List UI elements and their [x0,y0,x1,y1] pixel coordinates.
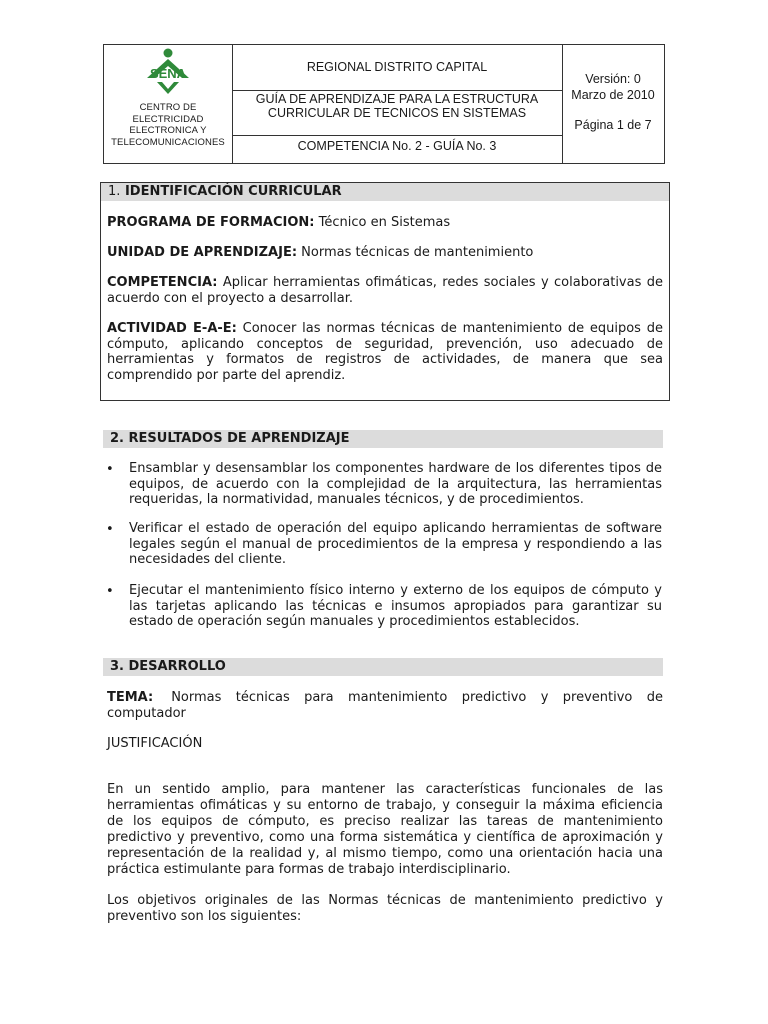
tema-line: TEMA: Normas técnicas para mantenimiento predictivo y preventivo de computador [107,690,663,721]
page-number: Página 1 de 7 [574,118,652,132]
curricular-identification-box [100,182,670,401]
programa-line: PROGRAMA DE FORMACION: Técnico en Sistemas [107,215,451,230]
document-header [103,44,665,164]
bullet-icon: • [106,522,114,537]
logo-cell [104,45,233,163]
title-cell [232,45,563,163]
bullet-icon: • [106,584,114,599]
version-info: Versión: 0 Marzo de 2010 [571,72,655,102]
section-2-heading: 2. RESULTADOS DE APRENDIZAJE [103,430,663,448]
competencia-line: COMPETENCIA: Aplicar herramientas ofimáticas, redes sociales y colaborativas de acuerdo con el proyecto a desarrollar. [107,275,663,306]
center-name: CENTRO DE ELECTRICIDAD ELECTRONICA Y TELECOMUNICACIONES [111,102,225,148]
paragraph: En un sentido amplio, para mantener las características funcionales de las herramientas ofimáticas y su entorno de trabajo, y conseguir la máxima eficiencia de los equipos de cómputo, es preciso realizar las tareas de mantenimiento predictivo y preventivo, como una forma sistemática y científica de aproximación y representación de la realidad y, al mismo tiempo, como una orientación hacia una práctica estimulante para formas de trabajo interdisciplinario. [107,782,663,877]
version-cell [562,45,664,163]
justificacion-title: JUSTIFICACIÓN [107,736,203,751]
paragraph: Los objetivos originales de las Normas técnicas de mantenimiento predictivo y preventivo son los siguientes: [107,893,663,924]
guide-title: GUÍA DE APRENDIZAJE PARA LA ESTRUCTURA CURRICULAR DE TECNICOS EN SISTEMAS [232,91,562,136]
logo-text: SENA [149,66,187,81]
region-label: REGIONAL DISTRITO CAPITAL [232,45,562,91]
sena-logo [137,48,199,98]
unidad-line: UNIDAD DE APRENDIZAJE: Normas técnicas de mantenimiento [107,245,534,260]
section-1-heading: 1. IDENTIFICACIÓN CURRICULAR [101,183,669,201]
section-3-heading: 3. DESARROLLO [103,658,663,676]
competence-guide-label: COMPETENCIA No. 2 - GUÍA No. 3 [297,139,497,153]
bullet-icon: • [106,462,114,477]
actividad-line: ACTIVIDAD E-A-E: Conocer las normas técnicas de mantenimiento de equipos de cómputo, aplicando conceptos de seguridad, prevención, uso adecuado de herramientas y formatos de registros de actividades, de manera que sea comprendido por parte del aprendiz. [107,321,663,383]
